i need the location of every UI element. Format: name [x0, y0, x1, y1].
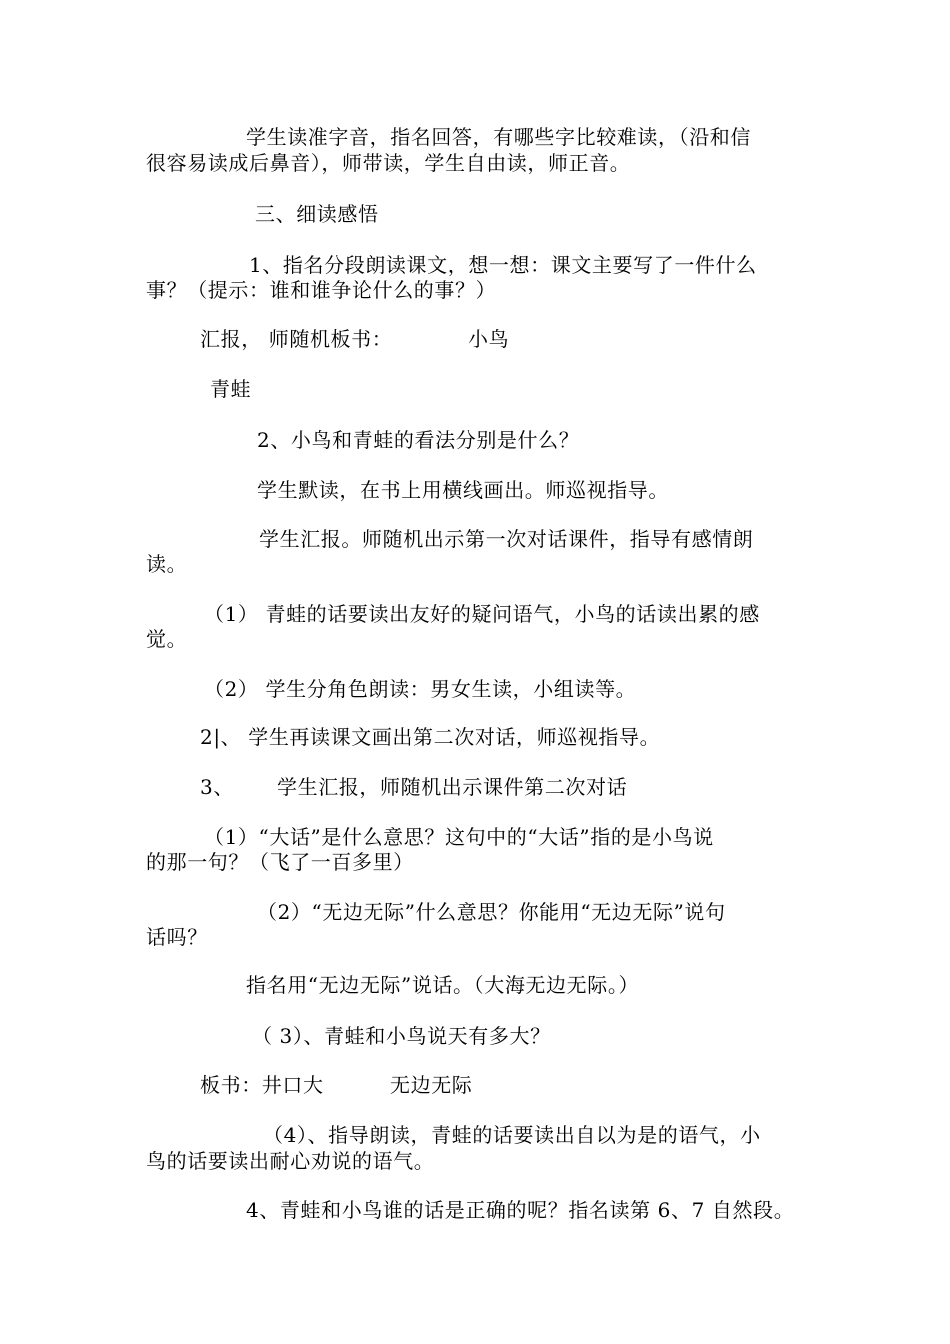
- text-line-13: （1） 青蛙的话要读出友好的疑问语气，小鸟的话读出累的感: [204, 602, 760, 626]
- text-line-5: 事？（提示：谁和谁争论什么的事？）: [146, 278, 497, 302]
- text-line-6: 汇报， 师随机板书：: [200, 327, 393, 351]
- text-line-19: 的那一句？（飞了一百多里）: [146, 850, 414, 874]
- text-line-21: 话吗？: [146, 925, 208, 949]
- text-line-20: （2）“无边无际”什么意思？你能用“无边无际”说句: [257, 900, 726, 924]
- text-line-1: 学生读准字音，指名回答，有哪些字比较难读，（沿和信: [246, 125, 751, 149]
- board-label-bird: 小鸟: [468, 327, 510, 351]
- text-line-11: 学生汇报。师随机出示第一次对话课件，指导有感情朗: [259, 527, 754, 551]
- text-line-26: （4）、指导朗读，青蛙的话要读出自以为是的语气，小: [263, 1123, 761, 1147]
- text-line-17: 学生汇报，师随机出示课件第二次对话: [277, 775, 628, 799]
- text-line-16: 2|、 学生再读课文画出第二次对话，师巡视指导。: [200, 725, 661, 749]
- text-line-2: 很容易读成后鼻音），师带读，学生自由读，师正音。: [146, 151, 631, 175]
- text-line-28: 4、青蛙和小鸟谁的话是正确的呢？指名读第 6、7 自然段。: [246, 1198, 795, 1222]
- text-line-27: 鸟的话要读出耐心劝说的语气。: [146, 1149, 435, 1173]
- text-line-10: 学生默读，在书上用横线画出。师巡视指导。: [257, 478, 669, 502]
- board-writing-bird: 无边无际: [390, 1073, 473, 1097]
- board-writing-label: 板书：井口大: [200, 1073, 324, 1097]
- text-line-4: 1、指名分段朗读课文，想一想：课文主要写了一件什么: [249, 253, 757, 277]
- section-heading: 三、细读感悟: [255, 202, 379, 226]
- text-line-14: 觉。: [146, 627, 188, 651]
- text-line-15: （2） 学生分角色朗读：男女生读，小组读等。: [204, 677, 637, 701]
- text-line-9: 2、小鸟和青蛙的看法分别是什么？: [257, 428, 580, 452]
- text-line-17-number: 3、: [200, 775, 234, 799]
- text-line-18: （1）“大话”是什么意思？这句中的“大话”指的是小鸟说: [204, 825, 714, 849]
- text-line-12: 读。: [146, 552, 188, 576]
- text-line-22: 指名用“无边无际”说话。（大海无边无际。）: [246, 973, 640, 997]
- text-line-23: （ 3）、青蛙和小鸟说天有多大？: [252, 1024, 551, 1048]
- board-label-frog: 青蛙: [210, 377, 252, 401]
